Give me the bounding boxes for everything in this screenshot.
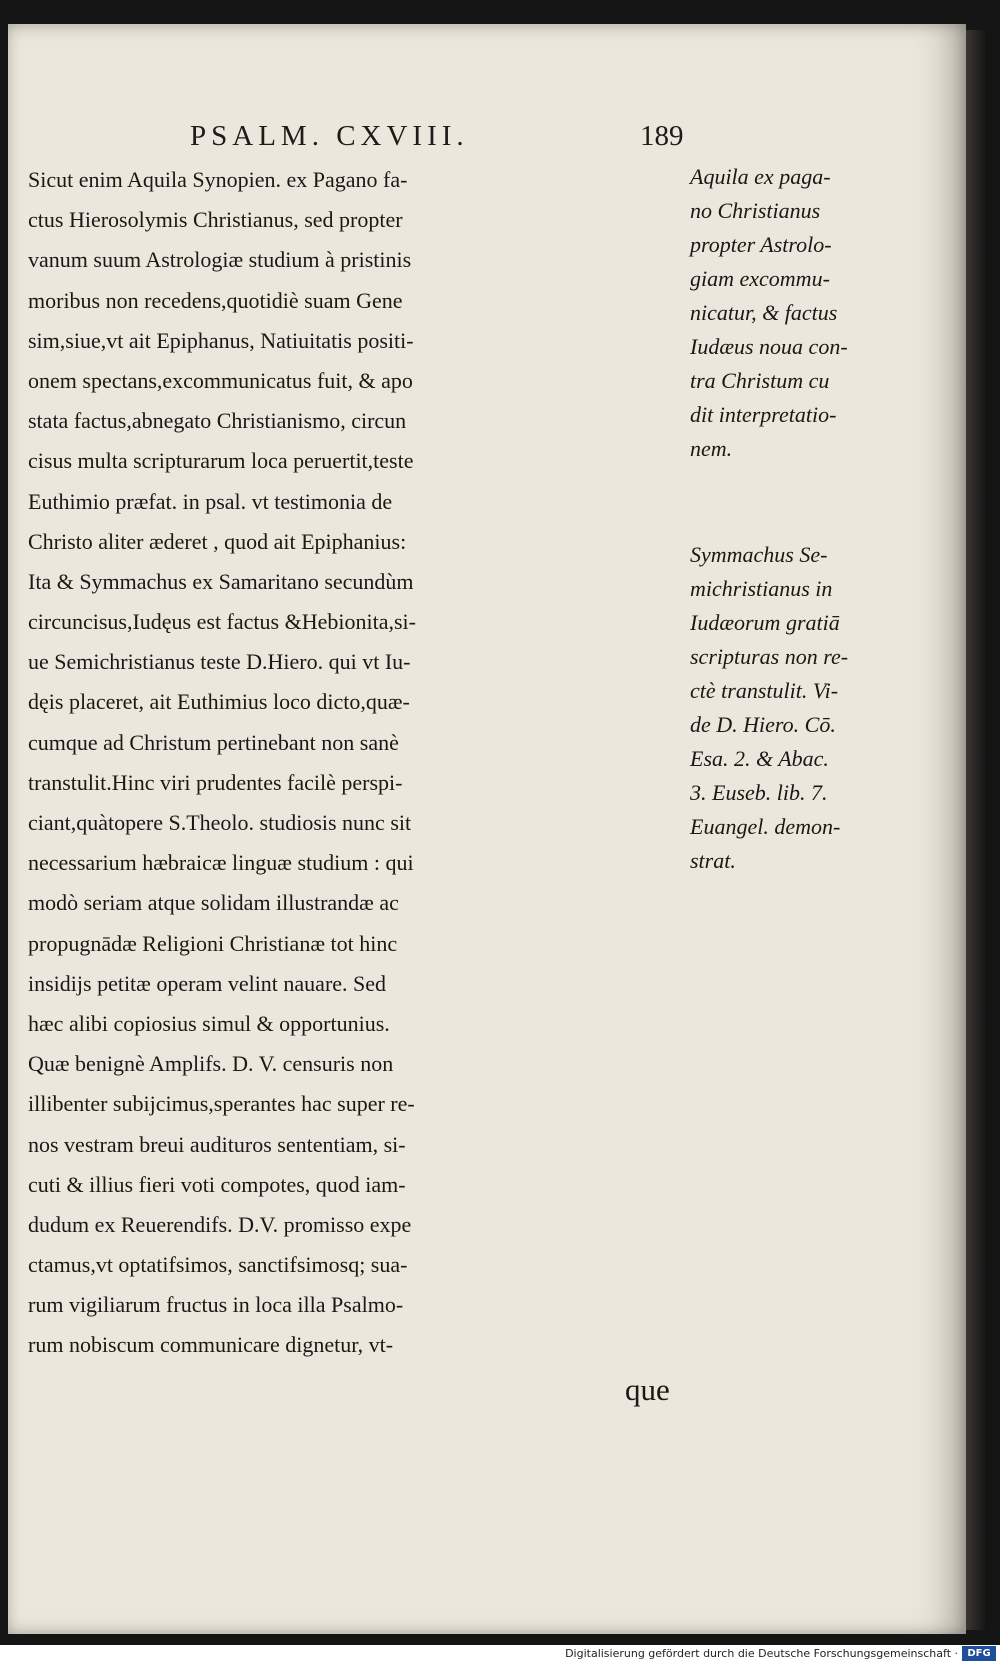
margin-note-line: michristianus in [690, 576, 833, 601]
text-line: nos vestram breui audituros sententiam, si- [28, 1131, 406, 1157]
body-text [28, 160, 688, 1366]
text-line: Ita & Symmachus ex Samaritano secundùm [28, 568, 414, 594]
margin-note-line: tra Christum cu [690, 368, 830, 393]
margin-note-line: nicatur, & factus [690, 300, 838, 325]
text-line: ctus Hierosolymis Christianus, sed propter [28, 207, 403, 233]
margin-note-line: giam excommu- [690, 266, 830, 291]
text-line: ciant,quàtopere S.Theolo. studiosis nunc sit [28, 810, 412, 835]
text-line: circuncisus,Iudęus est factus &Hebionita,si- [28, 609, 416, 635]
text-line: propugnādæ Religioni Christianæ tot hinc [28, 930, 398, 956]
text-line: Sicut enim Aquila Synopien. ex Pagano fa- [28, 167, 408, 192]
running-head: PSALM. CXVIII. [190, 120, 469, 152]
text-line: illibenter subijcimus,sperantes hac super re- [28, 1091, 415, 1117]
text-line: cuti & illius fieri voti compotes, quod iam- [28, 1171, 406, 1197]
text-line: modò seriam atque solidam illustrandæ ac [28, 890, 399, 916]
text-line: transtulit.Hinc viri prudentes facilè perspi- [28, 769, 403, 795]
margin-note-line: nem. [690, 436, 733, 461]
text-line: stata factus,abnegato Christianismo, circun [28, 408, 407, 434]
text-line: ue Semichristianus teste D.Hiero. qui vt Iu- [28, 649, 411, 675]
text-line: hæc alibi copiosius simul & opportunius. [28, 1010, 390, 1036]
margin-note-line: strat. [690, 848, 736, 873]
margin-note-line: Iudæorum gratiā [690, 610, 840, 635]
catchword: que [625, 1372, 670, 1407]
margin-note-line: Iudæus noua con- [690, 334, 848, 359]
text-line: necessarium hæbraicæ linguæ studium : qui [28, 850, 414, 876]
text-line: Christo aliter æderet , quod ait Epiphanius: [28, 528, 407, 554]
text-line: dęis placeret, ait Euthimius loco dicto,quæ- [28, 689, 410, 715]
text-line: rum nobiscum communicare dignetur, vt- [28, 1332, 394, 1358]
text-line: cumque ad Christum pertinebant non sanè [28, 729, 399, 755]
margin-note-line: 3. Euseb. lib. 7. [690, 780, 828, 805]
margin-note-line: de D. Hiero. Cō. [690, 712, 836, 737]
text-line: insidijs petitæ operam velint nauare. Sed [28, 970, 387, 996]
page-number: 189 [640, 120, 684, 152]
margin-note-aquila [690, 160, 890, 466]
text-line: onem spectans,excommunicatus fuit, & apo [28, 367, 413, 393]
dfg-logo: DFG [962, 1646, 996, 1661]
margin-note-line: scripturas non re- [690, 644, 849, 669]
margin-note-line: Aquila ex paga- [690, 164, 831, 189]
text-line: vanum suum Astrologiæ studium à pristinis [28, 247, 412, 273]
margin-note-line: Esa. 2. & Abac. [690, 746, 829, 771]
margin-note-line: Euangel. demon- [690, 814, 841, 839]
text-line: cisus multa scripturarum loca peruertit,teste [28, 448, 414, 474]
text-line: Quæ benignè Amplifs. D. V. censuris non [28, 1051, 394, 1077]
margin-note-line: no Christianus [690, 198, 821, 223]
page-edge-shadow [966, 30, 988, 1630]
text-line: dudum ex Reuerendifs. D.V. promisso expe [28, 1211, 412, 1237]
margin-note-line: ctè transtulit. Vi- [690, 678, 839, 703]
text-line: Euthimio præfat. in psal. vt testimonia de [28, 488, 393, 514]
text-line: ctamus,vt optatifsimos, sanctifsimosq; sua- [28, 1252, 408, 1278]
margin-note-line: Symmachus Se- [690, 542, 828, 567]
text-line: rum vigiliarum fructus in loca illa Psalmo- [28, 1292, 404, 1318]
text-line: sim,siue,vt ait Epiphanus, Natiuitatis positi- [28, 327, 414, 353]
text-line: moribus non recedens,quotidiè suam Gene [28, 287, 403, 313]
margin-note-symmachus [690, 538, 890, 878]
margin-note-line: dit interpretatio- [690, 402, 837, 427]
margin-note-line: propter Astrolo- [690, 232, 832, 257]
funding-credit: Digitalisierung gefördert durch die Deutsche Forschungsgemeinschaft · [565, 1647, 958, 1660]
